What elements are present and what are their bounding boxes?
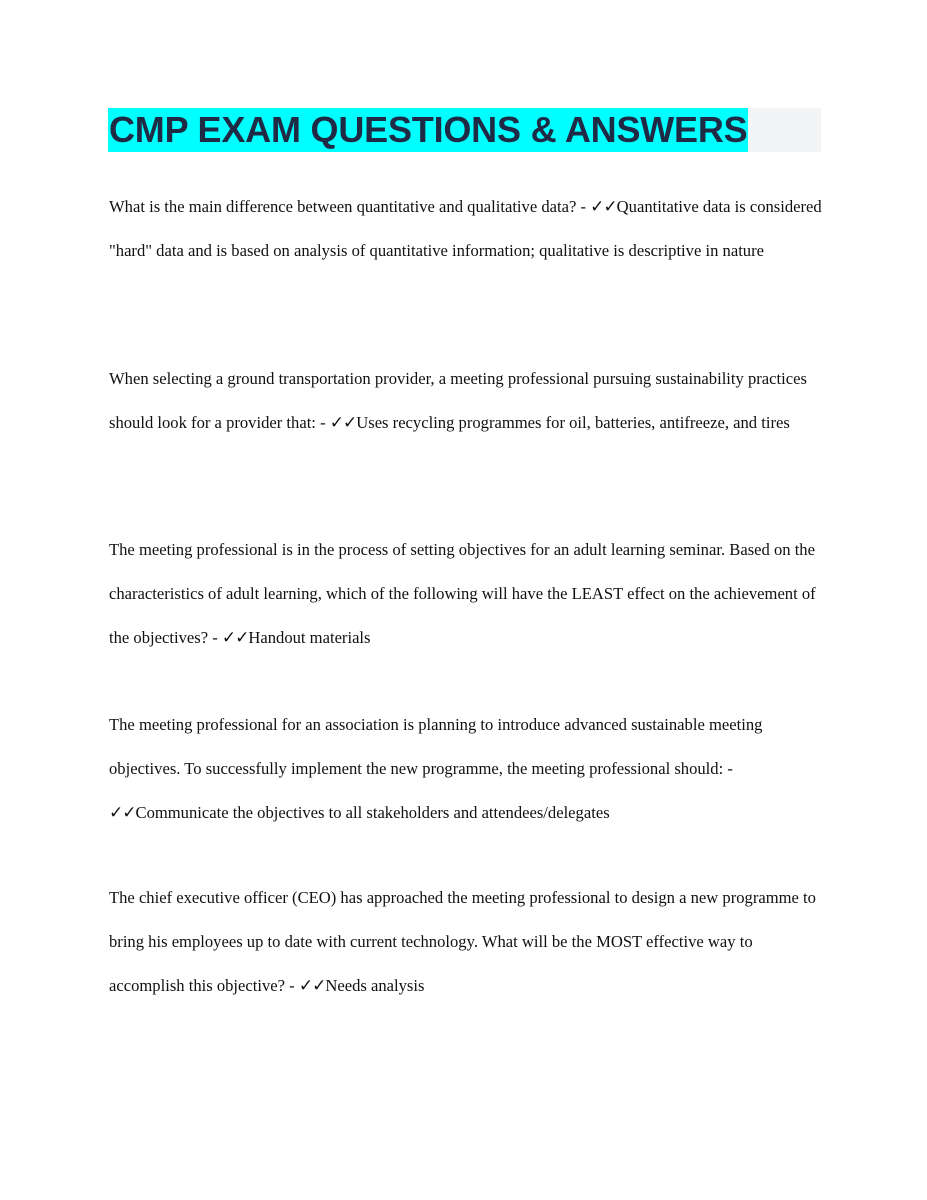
answer-text: Handout materials (248, 628, 371, 647)
qa-item (109, 876, 824, 1008)
answer-text: Uses recycling programmes for oil, batteries, antifreeze, and tires (356, 413, 790, 432)
page-title: CMP EXAM QUESTIONS & ANSWERS (109, 109, 748, 150)
answer-text: Needs analysis (325, 976, 425, 995)
answer-text: Quantitative data is considered "hard" data and is based on analysis of quantitative information; qualitative is descriptive in nature (109, 197, 822, 260)
double-check-icon: ✓✓ (590, 197, 617, 217)
question-text: When selecting a ground transportation provider, a meeting professional pursuing sustainability practices should look for a provider that: - (109, 369, 807, 432)
qa-item (109, 185, 824, 273)
question-text: What is the main difference between quantitative and qualitative data? - (109, 197, 591, 216)
qa-item (109, 703, 824, 835)
double-check-icon: ✓✓ (298, 976, 326, 996)
answer-text: Communicate the objectives to all stakeholders and attendees/delegates (135, 803, 610, 822)
double-check-icon: ✓✓ (329, 413, 357, 433)
double-check-icon: ✓✓ (221, 628, 249, 648)
question-text: The meeting professional is in the process of setting objectives for an adult learning seminar. Based on the characteristics of adult learning, which of the following will have the LEAST effect on the achievement of the objectives? - (109, 540, 816, 647)
qa-item (109, 528, 824, 660)
double-check-icon: ✓✓ (109, 803, 136, 823)
question-text: The meeting professional for an association is planning to introduce advanced sustainable meeting objectives. To successfully implement the new programme, the meeting professional should: - (109, 715, 763, 778)
qa-item (109, 357, 824, 445)
question-text: The chief executive officer (CEO) has approached the meeting professional to design a new programme to bring his employees up to date with current technology. What will be the MOST effective way to accomplish this objective? - (109, 888, 816, 995)
